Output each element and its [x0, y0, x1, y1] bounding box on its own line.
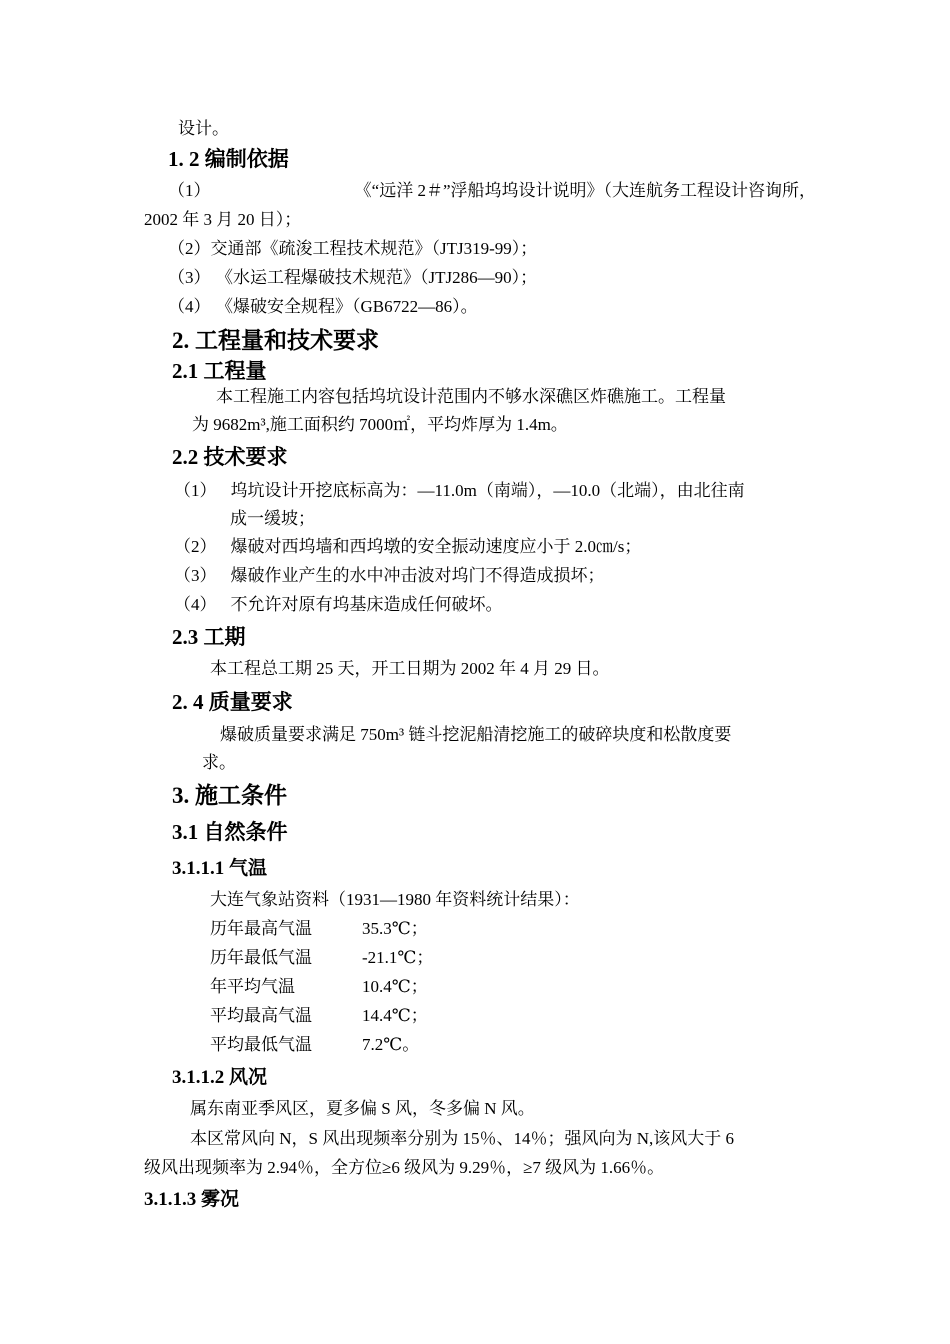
list-text: 《爆破安全规程》（GB6722—86）。: [224, 297, 478, 316]
temp-label: 年平均气温: [210, 977, 295, 996]
temp-value: 35.3℃；: [362, 919, 428, 938]
paragraph-temperature-source: 大连气象站资料（1931—1980 年资料统计结果）：: [210, 890, 580, 909]
list-text: 《水运工程爆破技术规范》（JTJ286—90）；: [224, 268, 538, 287]
heading-2-1: 2.1 工程量: [172, 359, 267, 383]
list-text: 坞坑设计开挖底标高为：—11.0m（南端），—10.0（北端），由北往南: [230, 481, 745, 500]
list-text: 爆破作业产生的水中冲击波对坞门不得造成损坏；: [230, 566, 605, 585]
heading-2-4: 2. 4 质量要求: [172, 690, 293, 714]
list-item-basis-3: [168, 267, 537, 289]
list-item-basis-1: [168, 180, 816, 202]
temp-value: 14.4℃；: [362, 1006, 428, 1025]
paragraph-quantity-line2: 为 9682m³,施工面积约 7000㎡，平均炸厚为 1.4m。: [192, 415, 568, 434]
paragraph-wind-line1: 属东南亚季风区，夏多偏 S 风，冬多偏 N 风。: [190, 1099, 535, 1118]
temp-label: 历年最高气温: [210, 919, 312, 938]
temp-label: 平均最低气温: [210, 1035, 312, 1054]
heading-3-1-1-2: 3.1.1.2 风况: [172, 1067, 268, 1088]
temp-value: -21.1℃；: [362, 948, 434, 967]
list-text: 交通部《疏浚工程技术规范》（JTJ319-99）；: [210, 239, 538, 258]
list-number: （4）: [168, 297, 211, 316]
list-item-basis-4: [168, 296, 478, 318]
paragraph-schedule: 本工程总工期 25 天，开工日期为 2002 年 4 月 29 日。: [210, 659, 610, 678]
list-number: （4）: [174, 595, 217, 614]
heading-3: 3. 施工条件: [172, 783, 287, 808]
list-number: （2）: [174, 537, 217, 556]
temp-label: 平均最高气温: [210, 1006, 312, 1025]
list-number: （3）: [168, 268, 211, 287]
list-text: 《“远洋 2＃”浮船坞坞设计说明》（大连航务工程设计咨询所，: [354, 181, 816, 200]
list-item-tech-1: [174, 480, 745, 502]
list-number: （2）: [168, 239, 211, 258]
list-item-tech-1-continuation: 成一缓坡；: [230, 509, 315, 528]
list-text: 不允许对原有坞基床造成任何破坏。: [230, 595, 503, 614]
paragraph-wind-line3: 级风出现频率为 2.94％，全方位≥6 级风为 9.29％，≥7 级风为 1.66％。: [144, 1158, 665, 1177]
list-text: 爆破对西坞墙和西坞墩的安全振动速度应小于 2.0㎝/s；: [230, 537, 642, 556]
heading-2-2: 2.2 技术要求: [172, 445, 288, 469]
list-item-tech-4: [174, 594, 503, 616]
temp-value: 7.2℃。: [362, 1035, 420, 1054]
paragraph-quantity-line1: 本工程施工内容包括坞坑设计范围内不够水深礁区炸礁施工。工程量: [216, 387, 726, 406]
list-number: （1）: [168, 181, 211, 200]
paragraph-quality-line1: 爆破质量要求满足 750m³ 链斗挖泥船清挖施工的破碎块度和松散度要: [220, 725, 732, 744]
list-item-basis-1-continuation: 2002 年 3 月 20 日）；: [144, 210, 302, 229]
temp-value: 10.4℃；: [362, 977, 428, 996]
heading-3-1-1-3: 3.1.1.3 雾况: [144, 1189, 240, 1210]
list-item-basis-2: [168, 238, 537, 260]
temp-label: 历年最低气温: [210, 948, 312, 967]
paragraph-quality-line2: 求。: [202, 753, 236, 772]
heading-1-2: 1. 2 编制依据: [168, 147, 289, 171]
heading-2: 2. 工程量和技术要求: [172, 328, 379, 353]
heading-2-3: 2.3 工期: [172, 625, 246, 649]
list-item-tech-3: [174, 565, 605, 587]
heading-3-1-1-1: 3.1.1.1 气温: [172, 858, 268, 879]
list-number: （1）: [174, 481, 217, 500]
heading-3-1: 3.1 自然条件: [172, 820, 288, 844]
list-item-tech-2: [174, 536, 641, 558]
paragraph-wind-line2: 本区常风向 N，S 风出现频率分别为 15％、14％；强风向为 N,该风大于 6: [190, 1129, 735, 1148]
paragraph-fragment: 设计。: [178, 119, 229, 138]
list-number: （3）: [174, 566, 217, 585]
